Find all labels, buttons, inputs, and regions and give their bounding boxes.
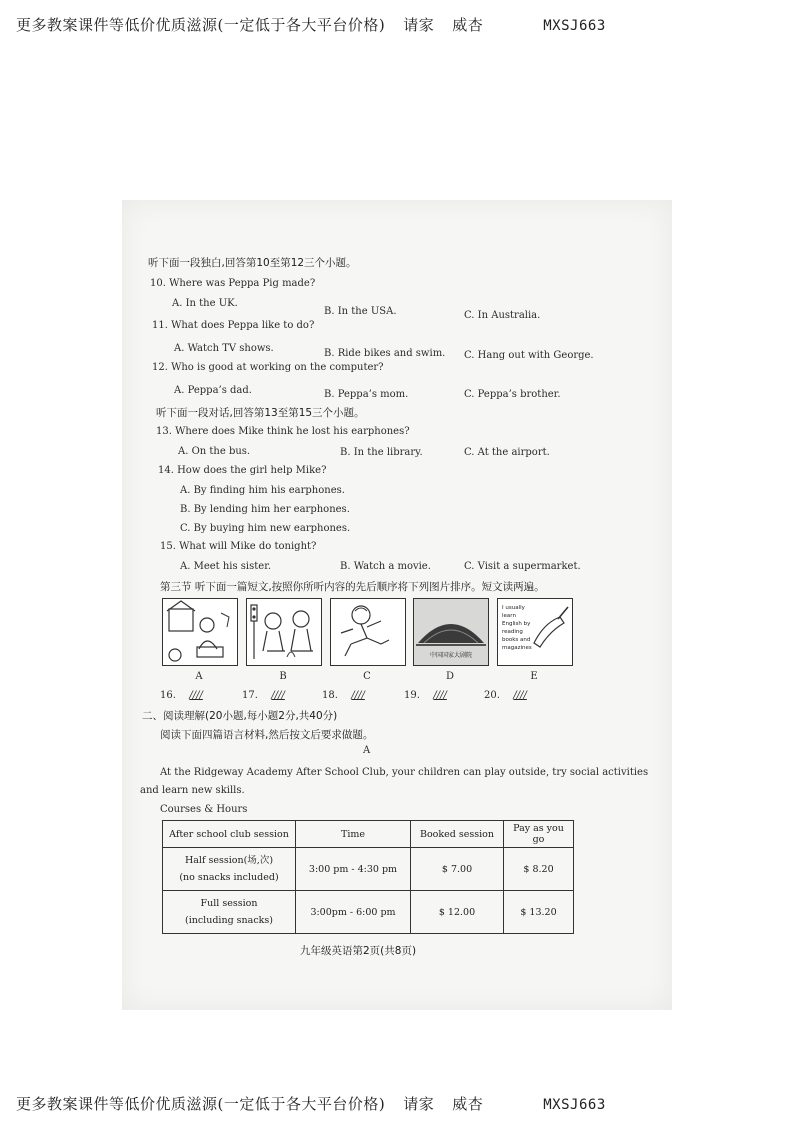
page-footer: 九年级英语第2页(共8页) bbox=[300, 945, 417, 957]
q15-option-c: C. Visit a supermarket. bbox=[464, 561, 581, 572]
table-header: Pay as you go bbox=[504, 821, 574, 848]
blank-18-number: 18. bbox=[322, 690, 338, 701]
reading-instruction: 阅读下面四篇语言材料,然后按文后要求做题。 bbox=[160, 729, 374, 741]
picture-c bbox=[330, 598, 406, 666]
picture-e-line-1: I usually bbox=[502, 605, 525, 611]
q11-option-b: B. Ride bikes and swim. bbox=[324, 348, 446, 359]
schedule-table bbox=[162, 820, 574, 934]
banner-contact: 请家 bbox=[403, 1095, 435, 1113]
blank-18-answer: //// bbox=[351, 690, 365, 701]
q11-option-c: C. Hang out with George. bbox=[464, 350, 594, 361]
scanned-page bbox=[122, 200, 672, 1010]
q14-option-b: B. By lending him her earphones. bbox=[180, 504, 350, 515]
blank-19-number: 19. bbox=[404, 690, 420, 701]
picture-e-line-4: reading bbox=[502, 629, 523, 635]
blank-20 bbox=[484, 690, 537, 701]
picture-label-a: A bbox=[195, 671, 203, 682]
q12-option-a: A. Peppa’s dad. bbox=[174, 385, 252, 396]
picture-e bbox=[497, 598, 573, 666]
q11-option-a: A. Watch TV shows. bbox=[174, 343, 274, 354]
picture-d-caption: 中国国家大剧院 bbox=[429, 652, 473, 659]
blank-16 bbox=[160, 690, 213, 701]
picture-d-drawing bbox=[414, 599, 488, 665]
table-cell-time: 3:00pm - 6:00 pm bbox=[296, 891, 411, 934]
blank-19 bbox=[404, 690, 457, 701]
blank-17-number: 17. bbox=[242, 690, 258, 701]
banner-main: 更多教案课件等低价优质滋源(一定低于各大平台价格) bbox=[16, 1095, 386, 1113]
table-header-row bbox=[163, 821, 574, 848]
blank-20-number: 20. bbox=[484, 690, 500, 701]
picture-e-line-5: books and bbox=[502, 637, 531, 643]
picture-e-line-6: magazines bbox=[502, 645, 532, 651]
banner-name: 威杏 bbox=[452, 1095, 484, 1113]
blank-16-answer: //// bbox=[189, 690, 203, 701]
q12-option-c: C. Peppa’s brother. bbox=[464, 389, 561, 400]
picture-label-b: B bbox=[279, 671, 287, 682]
picture-e-line-2: learn bbox=[502, 613, 516, 619]
blank-18 bbox=[322, 690, 375, 701]
table-header: Time bbox=[296, 821, 411, 848]
blank-19-answer: //// bbox=[433, 690, 447, 701]
picture-b-drawing bbox=[247, 599, 321, 665]
table-cell-session bbox=[163, 848, 296, 891]
picture-label-c: C bbox=[363, 671, 371, 682]
picture-a bbox=[162, 598, 238, 666]
session-name: Half session(场,次) bbox=[184, 855, 274, 866]
banner-code: MXSJ663 bbox=[543, 1097, 606, 1113]
q13-option-a: A. On the bus. bbox=[178, 446, 251, 457]
blank-17-answer: //// bbox=[271, 690, 285, 701]
session-note: (including snacks) bbox=[185, 915, 273, 926]
picture-b bbox=[246, 598, 322, 666]
question-15: 15. What will Mike do tonight? bbox=[160, 541, 317, 552]
picture-d bbox=[413, 598, 489, 666]
session-note: (no snacks included) bbox=[179, 872, 279, 883]
picture-e-drawing bbox=[498, 599, 572, 665]
session-name: Full session bbox=[200, 898, 258, 909]
table-row bbox=[163, 891, 574, 934]
q10-option-a: A. In the UK. bbox=[172, 298, 238, 309]
picture-e-line-3: English by bbox=[502, 621, 531, 627]
q12-option-b: B. Peppa’s mom. bbox=[324, 389, 409, 400]
listening-intro-2: 听下面一段对话,回答第13至第15三个小题。 bbox=[156, 407, 365, 419]
q13-option-c: C. At the airport. bbox=[464, 447, 550, 458]
q14-option-c: C. By buying him new earphones. bbox=[180, 523, 351, 534]
q14-option-a: A. By finding him his earphones. bbox=[180, 485, 345, 496]
top-banner bbox=[16, 14, 606, 35]
table-header: After school club session bbox=[163, 821, 296, 848]
section-3-heading: 第三节 听下面一篇短文,按照你所听内容的先后顺序将下列图片排序。短文读两遍。 bbox=[160, 581, 545, 593]
picture-label-e: E bbox=[530, 671, 538, 682]
q10-option-c: C. In Australia. bbox=[464, 310, 541, 321]
question-12: 12. Who is good at working on the computer? bbox=[152, 362, 384, 373]
picture-label-d: D bbox=[445, 671, 455, 682]
blank-17 bbox=[242, 690, 295, 701]
table-cell-session bbox=[163, 891, 296, 934]
q13-option-b: B. In the library. bbox=[340, 447, 423, 458]
banner-code: MXSJ663 bbox=[543, 18, 606, 34]
passage-label: A bbox=[363, 745, 371, 756]
courses-label: Courses & Hours bbox=[160, 804, 248, 815]
q10-option-b: B. In the USA. bbox=[324, 306, 397, 317]
table-cell-booked: $ 12.00 bbox=[411, 891, 504, 934]
blank-16-number: 16. bbox=[160, 690, 176, 701]
listening-intro-1: 听下面一段独白,回答第10至第12三个小题。 bbox=[148, 257, 357, 269]
picture-a-drawing bbox=[163, 599, 237, 665]
table-cell-payg: $ 8.20 bbox=[504, 848, 574, 891]
q15-option-a: A. Meet his sister. bbox=[180, 561, 272, 572]
table-row bbox=[163, 848, 574, 891]
question-13: 13. Where does Mike think he lost his earphones? bbox=[156, 426, 410, 437]
passage-intro-line-2: and learn new skills. bbox=[140, 785, 245, 796]
q15-option-b: B. Watch a movie. bbox=[340, 561, 431, 572]
bottom-banner bbox=[16, 1093, 606, 1114]
banner-main: 更多教案课件等低价优质滋源(一定低于各大平台价格) bbox=[16, 16, 386, 34]
question-11: 11. What does Peppa like to do? bbox=[152, 320, 315, 331]
table-header: Booked session bbox=[411, 821, 504, 848]
question-10: 10. Where was Peppa Pig made? bbox=[150, 278, 316, 289]
reading-heading: 二、阅读理解(20小题,每小题2分,共40分) bbox=[142, 710, 338, 722]
banner-contact: 请家 bbox=[403, 16, 435, 34]
blank-20-answer: //// bbox=[513, 690, 527, 701]
passage-intro-line-1: At the Ridgeway Academy After School Club, your children can play outside, try social activities bbox=[160, 767, 649, 778]
table-cell-booked: $ 7.00 bbox=[411, 848, 504, 891]
banner-name: 威杏 bbox=[452, 16, 484, 34]
table-cell-payg: $ 13.20 bbox=[504, 891, 574, 934]
picture-c-drawing bbox=[331, 599, 405, 665]
question-14: 14. How does the girl help Mike? bbox=[158, 465, 327, 476]
table-cell-time: 3:00 pm - 4:30 pm bbox=[296, 848, 411, 891]
